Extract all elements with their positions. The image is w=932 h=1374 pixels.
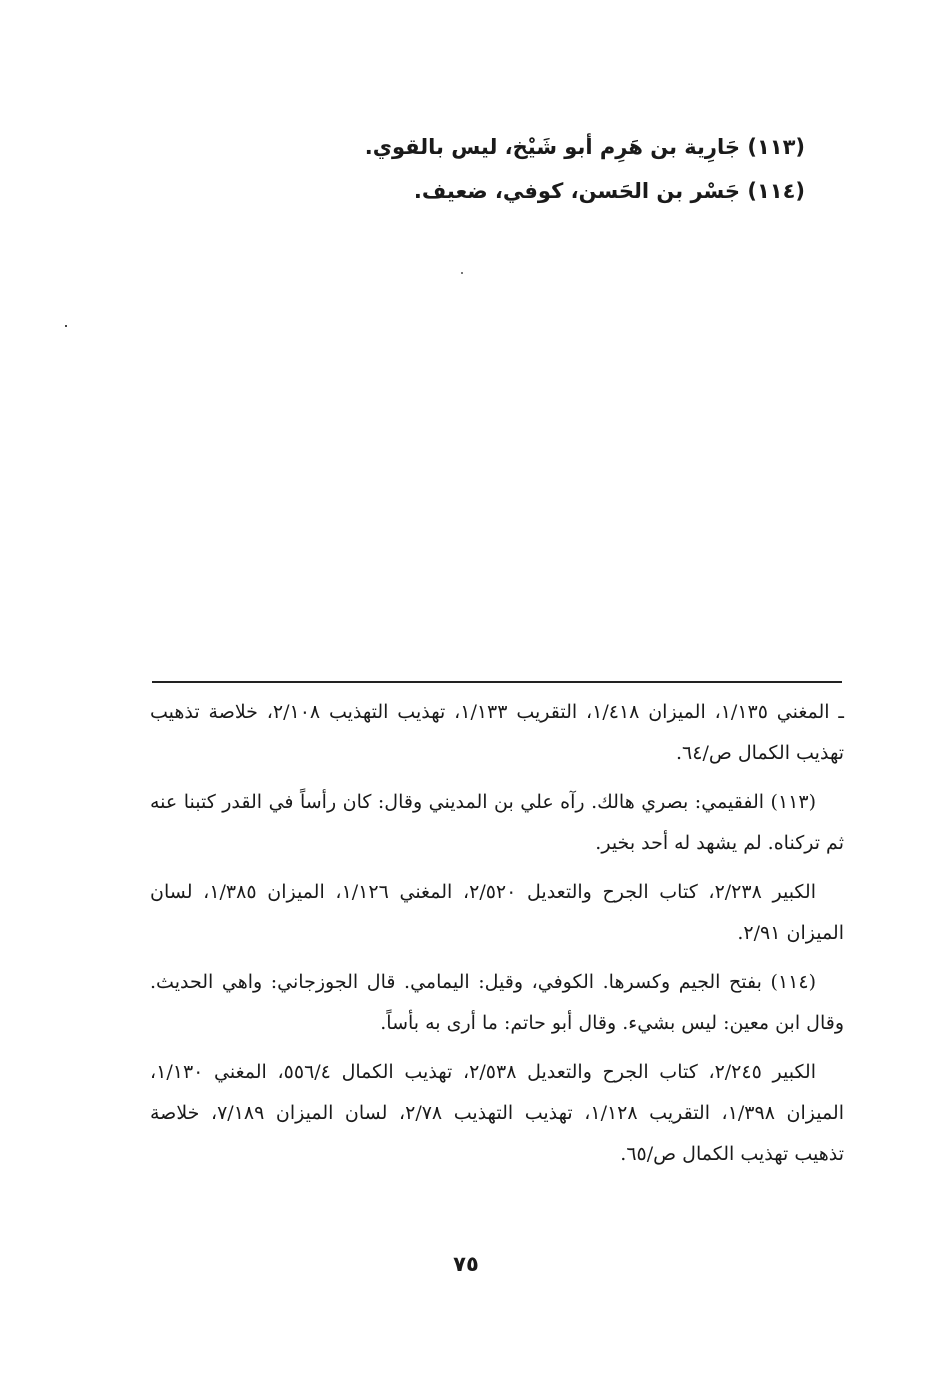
scan-speck: [461, 272, 463, 274]
scan-speck: [65, 325, 67, 327]
narrator-entries: [360, 125, 805, 213]
entry-113: (١١٣) جَارِية بن هَرِم أبو شَيْخ، ليس بالقوي.: [364, 135, 805, 159]
footnote-113: (١١٣) الفقيمي: بصري هالك. رآه علي بن المديني وقال: كان رأساً في القدر كتبنا عنه ثم تركناه. لم يشهد له أحد بخير.: [150, 791, 844, 854]
page-number: ٧٥: [453, 1252, 479, 1276]
footnote-113-sources: الكبير ٢/٢٣٨، كتاب الجرح والتعديل ٢/٥٢٠، المغني ١/١٢٦، الميزان ١/٣٨٥، لسان الميزان ٢/٩١.: [150, 881, 844, 944]
footnote-114: (١١٤) بفتح الجيم وكسرها. الكوفي، وقيل: اليمامي. قال الجوزجاني: واهي الحديث. وقال ابن معين: ليس بشيء. وقال أبو حاتم: ما أرى به بأساً.: [150, 971, 844, 1034]
footnote-divider: [152, 681, 842, 683]
footnotes-section: [150, 692, 844, 1183]
footnote-continuation: ـ المغني ١/١٣٥، الميزان ١/٤١٨، التقريب ١/١٣٣، تهذيب التهذيب ٢/١٠٨، خلاصة تذهيب تهذيب الكمال ص/٦٤.: [150, 701, 844, 764]
entry-114: (١١٤) جَسْر بن الحَسن، كوفي، ضعيف.: [413, 179, 805, 203]
footnote-114-sources: الكبير ٢/٢٤٥، كتاب الجرح والتعديل ٢/٥٣٨، تهذيب الكمال ٥٥٦/٤، المغني ١/١٣٠، الميزان ١/٣٩٨، التقريب ١/١٢٨، تهذيب التهذيب ٢/٧٨، لسان الميزان ٧/١٨٩، خلاصة تذهيب تهذيب الكمال ص/٦٥.: [150, 1061, 844, 1165]
